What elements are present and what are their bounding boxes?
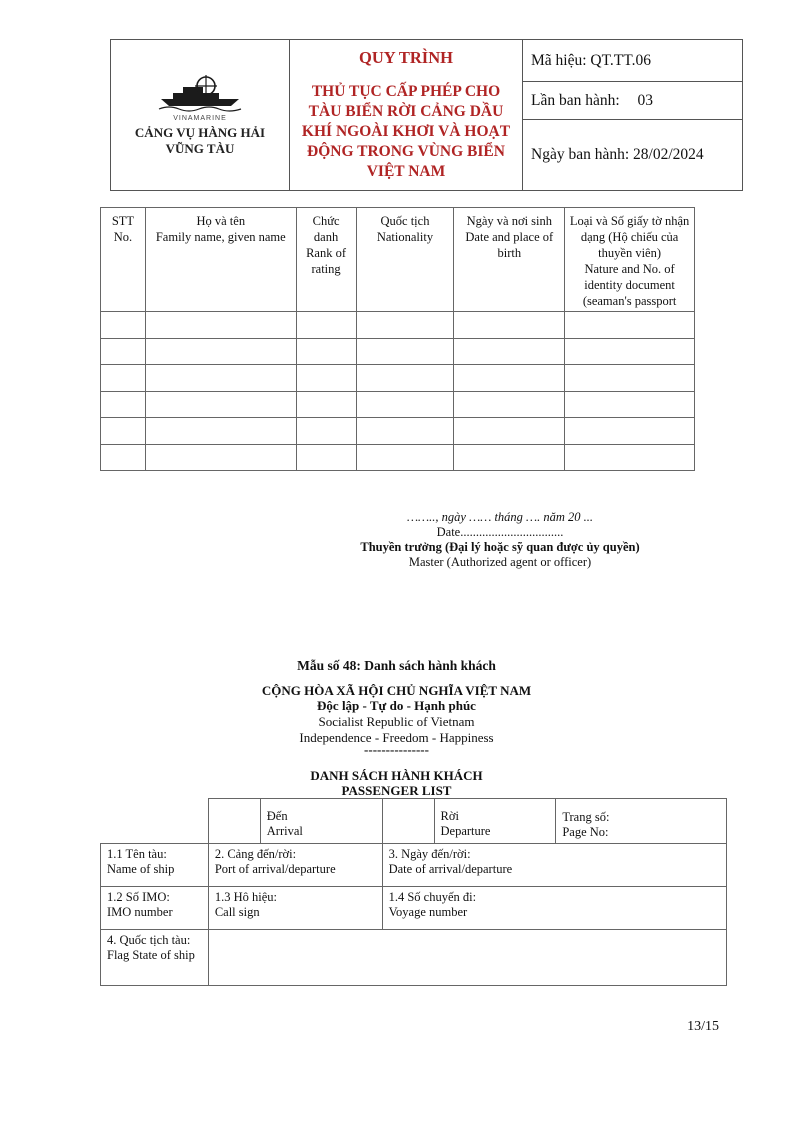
table-cell[interactable] <box>296 418 356 445</box>
table-cell[interactable] <box>145 312 296 339</box>
table-row[interactable] <box>101 338 695 365</box>
port-field[interactable]: 2. Cảng đến/rời: Port of arrival/departure <box>208 844 382 887</box>
divider: --------------- <box>364 742 429 757</box>
motto-vn: Độc lập - Tự do - Hạnh phúc <box>317 698 476 713</box>
table-cell[interactable] <box>565 312 695 339</box>
table-cell[interactable] <box>356 338 454 365</box>
table-cell[interactable] <box>296 444 356 471</box>
document-header <box>110 39 743 191</box>
crew-table-header <box>101 208 695 312</box>
table-cell[interactable] <box>101 391 146 418</box>
table-cell[interactable] <box>296 312 356 339</box>
imo-field[interactable]: 1.2 Số IMO: IMO number <box>101 887 209 930</box>
col-header-birth: Ngày và nơi sinh Date and place of birth <box>454 208 565 312</box>
voyage-field[interactable]: 1.4 Số chuyến đi: Voyage number <box>382 887 726 930</box>
org-block <box>111 40 290 191</box>
table-cell[interactable] <box>101 312 146 339</box>
table-row[interactable] <box>101 444 695 471</box>
table-cell[interactable] <box>145 444 296 471</box>
table-cell[interactable] <box>454 391 565 418</box>
table-cell[interactable] <box>101 418 146 445</box>
table-cell[interactable] <box>101 338 146 365</box>
table-cell[interactable] <box>454 365 565 392</box>
table-cell[interactable] <box>565 444 695 471</box>
table-cell[interactable] <box>565 338 695 365</box>
table-cell[interactable] <box>356 418 454 445</box>
table-cell[interactable] <box>356 391 454 418</box>
table-row[interactable] <box>101 391 695 418</box>
departure-label: Rời Departure <box>434 799 556 844</box>
issue-label: Lần ban hành: <box>531 91 620 109</box>
table-row[interactable] <box>101 418 695 445</box>
table-cell[interactable] <box>565 365 695 392</box>
title-sub: THỦ TỤC CẤP PHÉP CHO TÀU BIỂN RỜI CẢNG DẦU KHÍ NGOÀI KHƠI VÀ HOẠT ĐỘNG TRONG VÙNG BIỂN VIỆT NAM <box>301 83 511 180</box>
signature-title-vn: Thuyền trưởng (Đại lý hoặc sỹ quan được ủy quyền) <box>360 540 640 554</box>
table-cell[interactable] <box>145 338 296 365</box>
arrival-label: Đến Arrival <box>260 799 382 844</box>
col-header-identity: Loại và Số giấy tờ nhận dạng (Hộ chiếu của thuyền viên) Nature and No. of identity document (seaman's passport <box>565 208 695 312</box>
signature-date-vn: …….., ngày …… tháng …. năm 20 ... <box>406 510 594 524</box>
country-name-en: Socialist Republic of Vietnam <box>318 714 475 729</box>
form-title-en: PASSENGER LIST <box>341 783 452 798</box>
doc-code: Mã hiệu: QT.TT.06 <box>523 40 743 82</box>
flag-state-field[interactable] <box>208 930 726 986</box>
org-logo-text: VINAMARINE <box>173 115 227 122</box>
issue-number <box>523 82 743 120</box>
table-cell[interactable] <box>454 312 565 339</box>
table-cell[interactable] <box>145 391 296 418</box>
ship-name-field[interactable]: 1.1 Tên tàu: Name of ship <box>101 844 209 887</box>
flag-state-label: 4. Quốc tịch tàu: Flag State of ship <box>101 930 209 986</box>
table-cell[interactable] <box>565 418 695 445</box>
table-cell[interactable] <box>454 418 565 445</box>
blank-corner <box>101 799 209 844</box>
signature-date-en: Date................................. <box>436 525 564 539</box>
table-cell[interactable] <box>296 338 356 365</box>
country-name: CỘNG HÒA XÃ HỘI CHỦ NGHĨA VIỆT NAM <box>261 683 532 698</box>
page-no-field[interactable]: Trang số: Page No: <box>556 799 727 844</box>
col-header-nationality: Quốc tịch Nationality <box>356 208 454 312</box>
form-title-vn: DANH SÁCH HÀNH KHÁCH <box>310 768 483 783</box>
form-number: Mẫu số 48: Danh sách hành khách <box>297 658 496 673</box>
crew-table <box>100 207 695 471</box>
motto-en: Independence - Freedom - Happiness <box>299 730 494 745</box>
table-cell[interactable] <box>145 418 296 445</box>
call-sign-field[interactable]: 1.3 Hô hiệu: Call sign <box>208 887 382 930</box>
table-cell[interactable] <box>296 391 356 418</box>
table-cell[interactable] <box>454 338 565 365</box>
table-cell[interactable] <box>356 365 454 392</box>
table-cell[interactable] <box>565 391 695 418</box>
title-main: QUY TRÌNH <box>359 48 453 67</box>
issue-value: 03 <box>637 91 654 109</box>
col-header-name: Họ và tên Family name, given name <box>145 208 296 312</box>
table-cell[interactable] <box>356 312 454 339</box>
signature-title-en: Master (Authorized agent or officer) <box>408 555 592 569</box>
table-cell[interactable] <box>101 365 146 392</box>
departure-checkbox[interactable] <box>382 799 434 844</box>
table-cell[interactable] <box>145 365 296 392</box>
table-row[interactable] <box>101 365 695 392</box>
col-header-no: STT No. <box>101 208 146 312</box>
org-name-line1: CẢNG VỤ HÀNG HẢI <box>134 125 266 140</box>
issue-date: Ngày ban hành: 28/02/2024 <box>523 120 743 191</box>
table-cell[interactable] <box>101 444 146 471</box>
vinamarine-logo-icon <box>157 73 243 113</box>
date-field[interactable]: 3. Ngày đến/rời: Date of arrival/departure <box>382 844 726 887</box>
table-cell[interactable] <box>356 444 454 471</box>
table-row[interactable] <box>101 312 695 339</box>
page-number: 13/15 <box>687 1019 719 1034</box>
procedure-title-block <box>290 40 523 191</box>
table-cell[interactable] <box>296 365 356 392</box>
passenger-info-table <box>100 798 727 986</box>
org-name-line2: VŨNG TÀU <box>165 141 235 156</box>
arrival-checkbox[interactable] <box>208 799 260 844</box>
table-cell[interactable] <box>454 444 565 471</box>
col-header-rank: Chức danh Rank of rating <box>296 208 356 312</box>
